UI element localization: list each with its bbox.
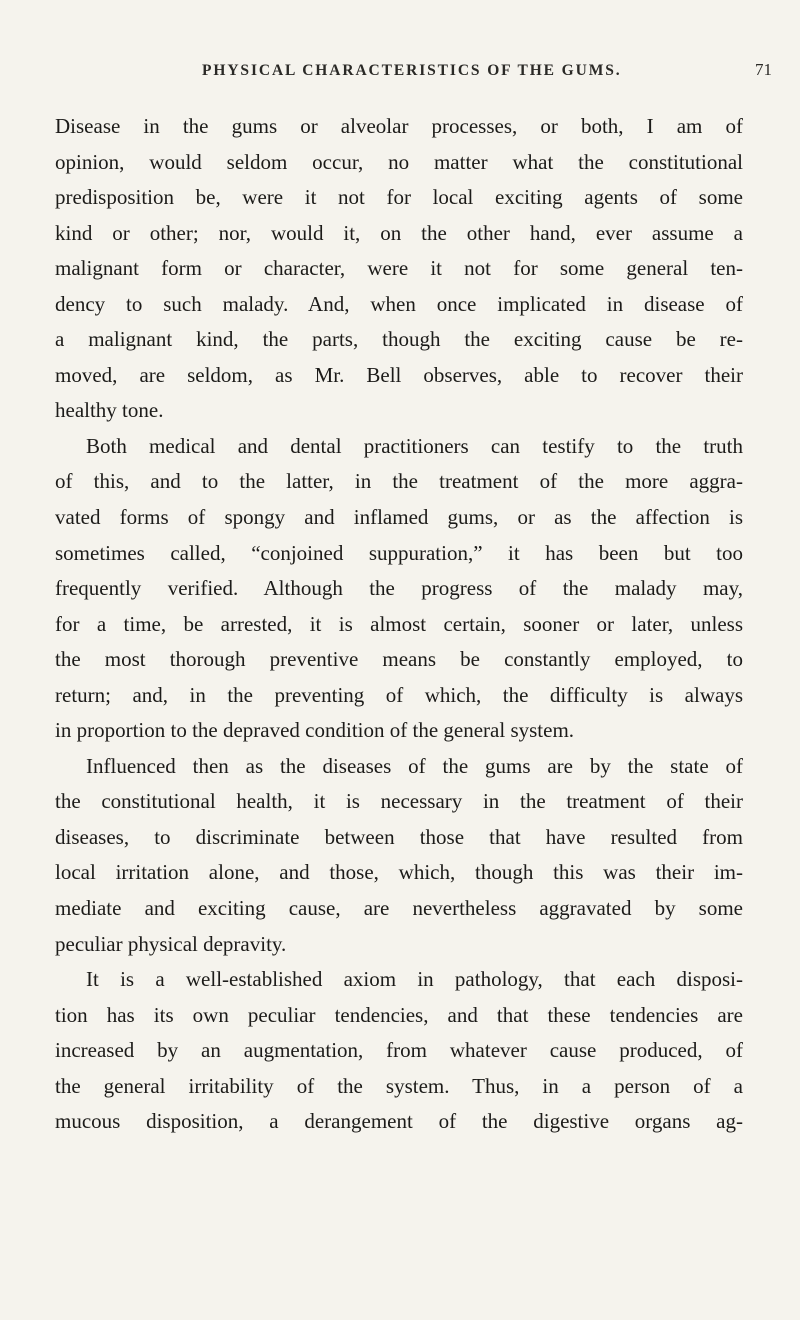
text-line: mucous disposition, a derangement of the digestive organs ag-: [55, 1109, 743, 1134]
text-line: kind or other; nor, would it, on the other hand, ever assume a: [55, 220, 743, 245]
text-line: opinion, would seldom occur, no matter what the constitutional: [55, 149, 743, 174]
text-line: for a time, be arrested, it is almost certain, sooner or later, unless: [55, 611, 743, 636]
text-line: the constitutional health, it is necessary in the treatment of their: [55, 789, 743, 814]
text-line: increased by an augmentation, from whatever cause produced, of: [55, 1038, 743, 1063]
text-line: Both medical and dental practitioners can testify to the truth: [86, 433, 743, 458]
text-line: It is a well-established axiom in pathology, that each disposi-: [86, 967, 743, 992]
text-line: mediate and exciting cause, are nevertheless aggravated by some: [55, 896, 743, 921]
text-line: in proportion to the depraved condition of the general system.: [55, 718, 575, 743]
text-line: Influenced then as the diseases of the gums are by the state of: [86, 753, 743, 778]
text-line: sometimes called, “conjoined suppuration,” it has been but too: [55, 540, 743, 565]
text-line: peculiar physical depravity.: [55, 931, 287, 956]
text-line: the most thorough preventive means be constantly employed, to: [55, 647, 743, 672]
body-text: [55, 109, 743, 1140]
text-line: of this, and to the latter, in the treatment of the more aggra-: [55, 469, 743, 494]
text-line: return; and, in the preventing of which, the difficulty is always: [55, 682, 743, 707]
text-line: the general irritability of the system. Thus, in a person of a: [55, 1073, 743, 1098]
text-line: predisposition be, were it not for local exciting agents of some: [55, 185, 743, 210]
text-line: a malignant kind, the parts, though the exciting cause be re-: [55, 327, 743, 352]
text-line: malignant form or character, were it not for some general ten-: [55, 256, 743, 281]
text-line: vated forms of spongy and inflamed gums, or as the affection is: [55, 505, 743, 530]
text-line: Disease in the gums or alveolar processes, or both, I am of: [55, 114, 743, 138]
text-line: dency to such malady. And, when once implicated in disease of: [55, 291, 743, 316]
running-head: PHYSICAL CHARACTERISTICS OF THE GUMS.: [202, 62, 622, 79]
page-number: 71: [755, 60, 772, 79]
text-line: local irritation alone, and those, which, though this was their im-: [55, 860, 743, 885]
text-line: frequently verified. Although the progress of the malady may,: [55, 576, 743, 601]
text-line: healthy tone.: [55, 398, 164, 423]
text-line: tion has its own peculiar tendencies, and that these tendencies are: [55, 1002, 743, 1027]
text-line: moved, are seldom, as Mr. Bell observes, able to recover their: [55, 362, 743, 387]
text-line: diseases, to discriminate between those that have resulted from: [55, 824, 743, 849]
